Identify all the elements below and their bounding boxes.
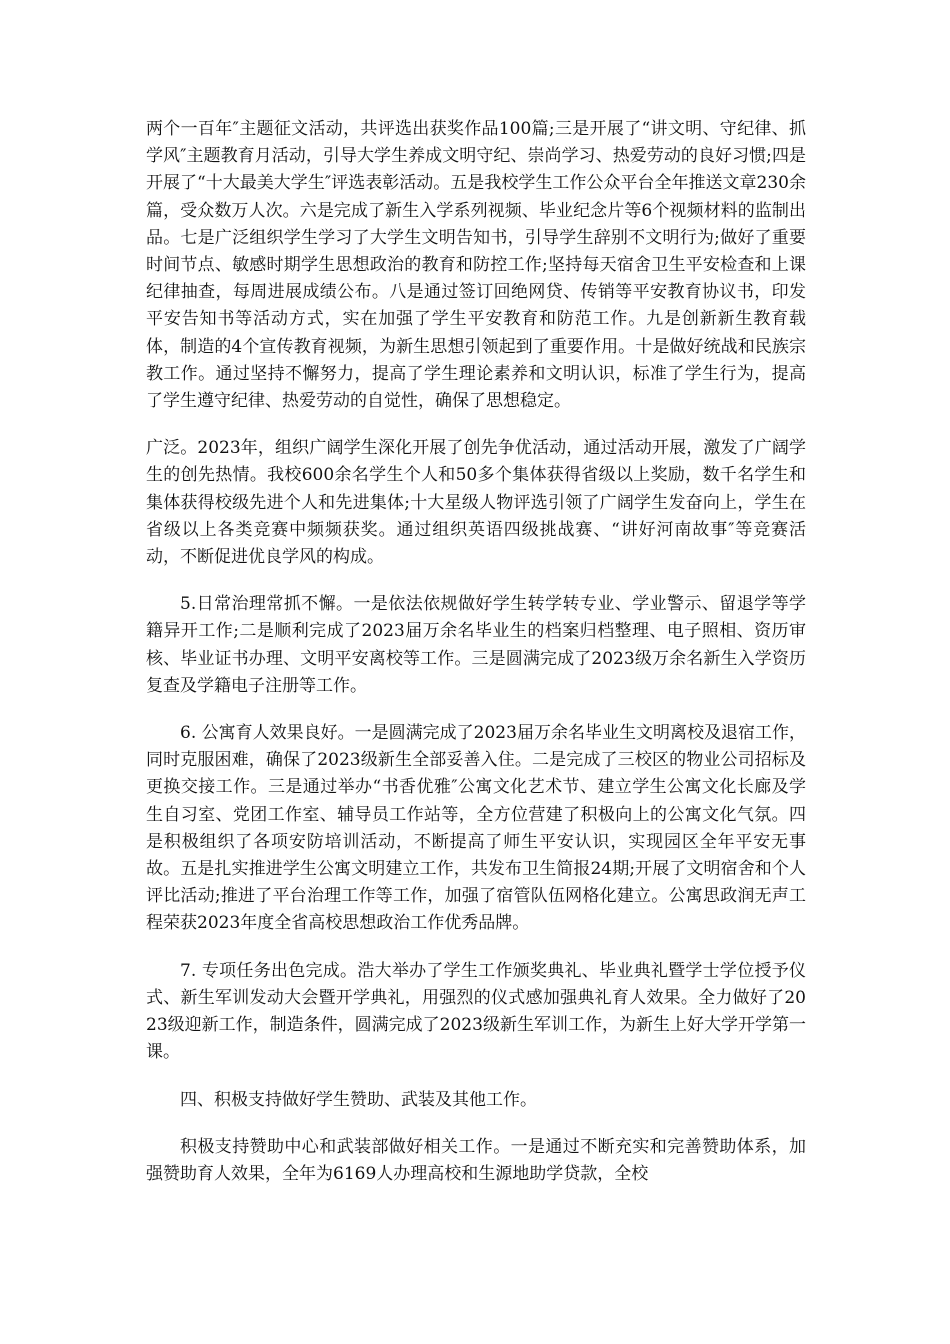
paragraph-continuation-activities: 两个一百年″主题征文活动，共评选出获奖作品100篇;三是开展了“讲文明、守纪律、抓学风″主题教育月活动，引导大学生养成文明守纪、崇尚学习、热爱劳动的良好习惯;四是开展了“十大最美大学生″评选表彰活动。五是我校学生工作公众平台全年推送文章230余篇，受众数万人次。六是完成了新生入学系列视频、毕业纪念片等6个视频材料的监制出品。七是广泛组织学生学习了大学生文明告知书，引导学生辞别不文明行为;做好了重要时间节点、敏感时期学生思想政治的教育和防控工作;坚持每天宿舍卫生平安检查和上课纪律抽查，每周进展成绩公布。八是通过签订回绝网贷、传销等平安教育协议书，印发平安告知书等活动方式，实在加强了学生平安教育和防范工作。九是创新新生教育载体，制造的4个宣传教育视频，为新生思想引领起到了重要作用。十是做好统战和民族宗教工作。通过坚持不懈努力，提高了学生理论素养和文明认识，标准了学生行为，提高了学生遵守纪律、热爱劳动的自觉性，确保了思想稳定。: [146, 119, 806, 412]
paragraph-special-tasks: 7. 专项任务出色完成。浩大举办了学生工作颁奖典礼、毕业典礼暨学士学位授予仪式、新生军训发动大会暨开学典礼，用强烈的仪式感加强典礼育人效果。全力做好了2023级迎新工作，制造条件，圆满完成了2023级新生军训工作，为新生上好大学开学第一课。: [146, 960, 806, 1063]
paragraph-gap: [146, 700, 806, 720]
paragraph-gap: [146, 415, 806, 435]
section-heading-support-work: 四、积极支持做好学生赞助、武装及其他工作。: [180, 1089, 537, 1110]
paragraph-gap: [146, 938, 806, 958]
document-body: [146, 116, 806, 1188]
paragraph-financial-aid: 积极支持赞助中心和武装部做好相关工作。一是通过不断充实和完善赞助体系，加强赞助育人效果，全年为6169人办理高校和生源地助学贷款，全校: [146, 1136, 806, 1184]
paragraph-study-style: 广泛。2023年，组织广阔学生深化开展了创先争优活动，通过活动开展，激发了广阔学生的创先热情。我校600余名学生个人和50多个集体获得省级以上奖励，数千名学生和集体获得校级先进个人和先进集体;十大星级人物评选引领了广阔学生发奋向上，学生在省级以上各类竞赛中频频获奖。通过组织英语四级挑战赛、“讲好河南故事″等竞赛活动，不断促进优良学风的构成。: [146, 438, 806, 568]
paragraph-daily-management: 5.日常治理常抓不懈。一是依法依规做好学生转学转专业、学业警示、留退学等学籍异开工作;二是顺利完成了2023届万余名毕业生的档案归档整理、电子照相、资历审核、毕业证书办理、文明平安离校等工作。三是圆满完成了2023级万余名新生入学资历复查及学籍电子注册等工作。: [146, 594, 806, 696]
paragraph-gap: [146, 1114, 806, 1134]
paragraph-gap: [146, 571, 806, 591]
paragraph-gap: [146, 1067, 806, 1087]
paragraph-dormitory-education: 6. 公寓育人效果良好。一是圆满完成了2023届万余名毕业生文明离校及退宿工作，同时克服困难，确保了2023级新生全部妥善入住。二是完成了三校区的物业公司招标及更换交接工作。三是通过举办“书香优雅″公寓文化艺术节、建立学生公寓文化长廊及学生自习室、党团工作室、辅导员工作站等，全方位营建了积极向上的公寓文化气氛。四是积极组织了各项安防培训活动，不断提高了师生平安认识，实现园区全年平安无事故。五是扎实推进学生公寓文明建立工作，共发布卫生简报24期;开展了文明宿舍和个人评比活动;推进了平台治理工作等工作，加强了宿管队伍网格化建立。公寓思政润无声工程荣获2023年度全省高校思想政治工作优秀品牌。: [146, 723, 806, 934]
